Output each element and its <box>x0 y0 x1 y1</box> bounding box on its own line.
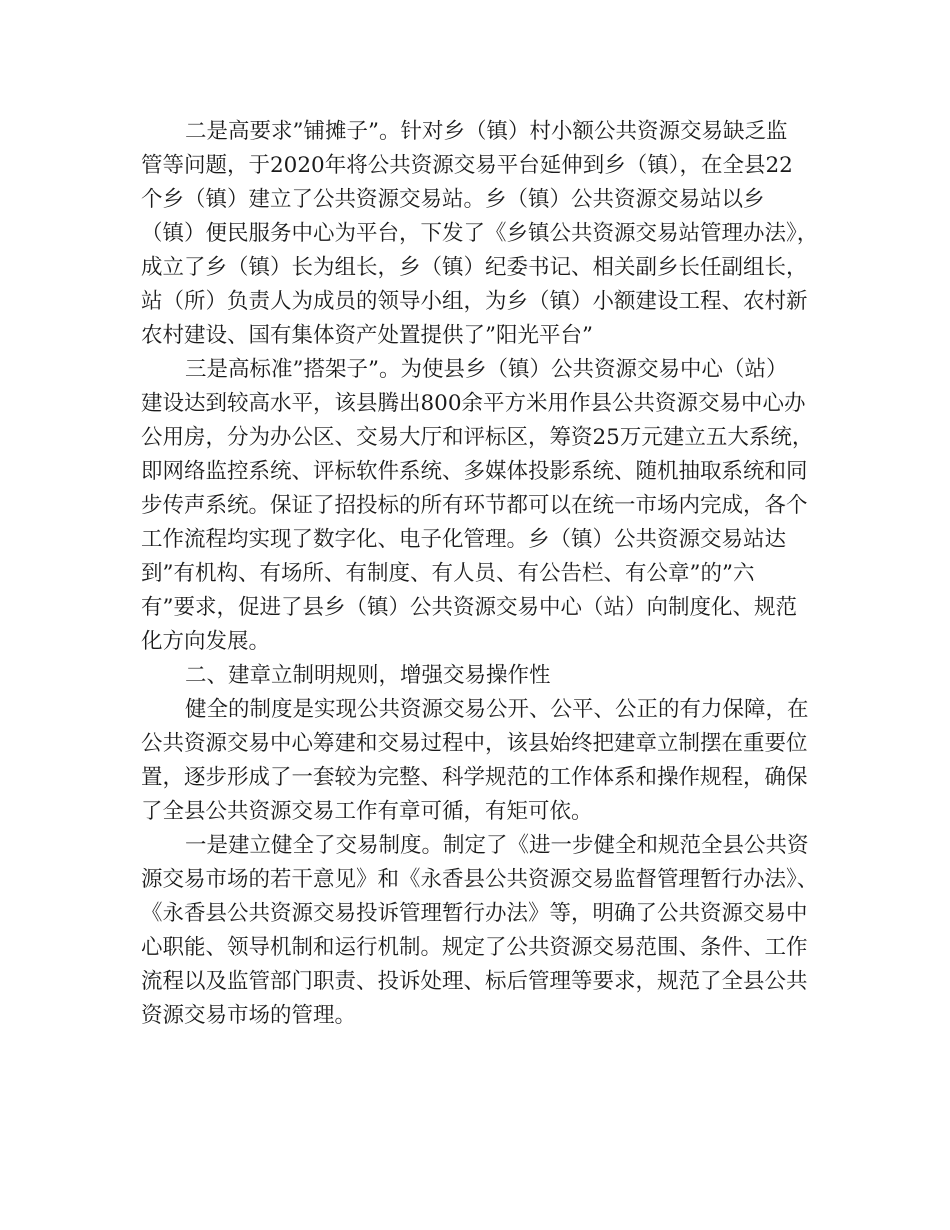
text-line: 公共资源交易中心筹建和交易过程中，该县始终把建章立制摆在重要位 <box>141 731 808 756</box>
text-line: 流程以及监管部门职责、投诉处理、标后管理等要求，规范了全县公共 <box>141 969 808 994</box>
text-line: 二是高要求”铺摊子”。针对乡（镇）村小额公共资源交易缺乏监 <box>185 119 788 144</box>
text-line: 公用房，分为办公区、交易大厅和评标区，筹资25万元建立五大系统， <box>141 425 814 450</box>
text-line: 即网络监控系统、评标软件系统、多媒体投影系统、随机抽取系统和同 <box>141 459 808 484</box>
text-line: 成立了乡（镇）长为组长，乡（镇）纪委书记、相关副乡长任副组长， <box>141 255 808 280</box>
text-line: 资源交易市场的管理。 <box>141 1003 357 1028</box>
text-line: 有”要求，促进了县乡（镇）公共资源交易中心（站）向制度化、规范 <box>141 595 797 620</box>
text-line: 健全的制度是实现公共资源交易公开、公平、公正的有力保障，在 <box>185 697 809 722</box>
text-line: 步传声系统。保证了招投标的所有环节都可以在统一市场内完成，各个 <box>141 493 808 518</box>
text-line: 管等问题，于2020年将公共资源交易平台延伸到乡（镇），在全县22 <box>141 153 793 178</box>
text-line: 化方向发展。 <box>141 629 271 654</box>
text-line: 建设达到较高水平，该县腾出800余平方米用作县公共资源交易中心办 <box>141 391 806 416</box>
text-line: 个乡（镇）建立了公共资源交易站。乡（镇）公共资源交易站以乡 <box>141 187 765 212</box>
text-line: 站（所）负责人为成员的领导小组，为乡（镇）小额建设工程、农村新 <box>141 289 808 314</box>
section-heading: 二、建章立制明规则，增强交易操作性 <box>185 663 551 688</box>
text-line: 源交易市场的若干意见》和《永香县公共资源交易监督管理暂行办法》、 <box>141 867 819 892</box>
text-line: 到”有机构、有场所、有制度、有人员、有公告栏、有公章”的”六 <box>141 561 755 586</box>
text-line: 三是高标准”搭架子”。为使县乡（镇）公共资源交易中心（站） <box>185 357 788 382</box>
text-line: 置，逐步形成了一套较为完整、科学规范的工作体系和操作规程，确保 <box>141 765 808 790</box>
text-line: （镇）便民服务中心为平台，下发了《乡镇公共资源交易站管理办法》， <box>141 221 819 246</box>
text-line: 农村建设、国有集体资产处置提供了”阳光平台” <box>141 323 593 348</box>
text-line: 工作流程均实现了数字化、电子化管理。乡（镇）公共资源交易站达 <box>141 527 787 552</box>
text-line: 了全县公共资源交易工作有章可循，有矩可依。 <box>141 799 593 824</box>
text-line: 心职能、领导机制和运行机制。规定了公共资源交易范围、条件、工作 <box>141 935 808 960</box>
text-line: 《永香县公共资源交易投诉管理暂行办法》等，明确了公共资源交易中 <box>141 901 808 926</box>
text-line: 一是建立健全了交易制度。制定了《进一步健全和规范全县公共资 <box>185 833 809 858</box>
